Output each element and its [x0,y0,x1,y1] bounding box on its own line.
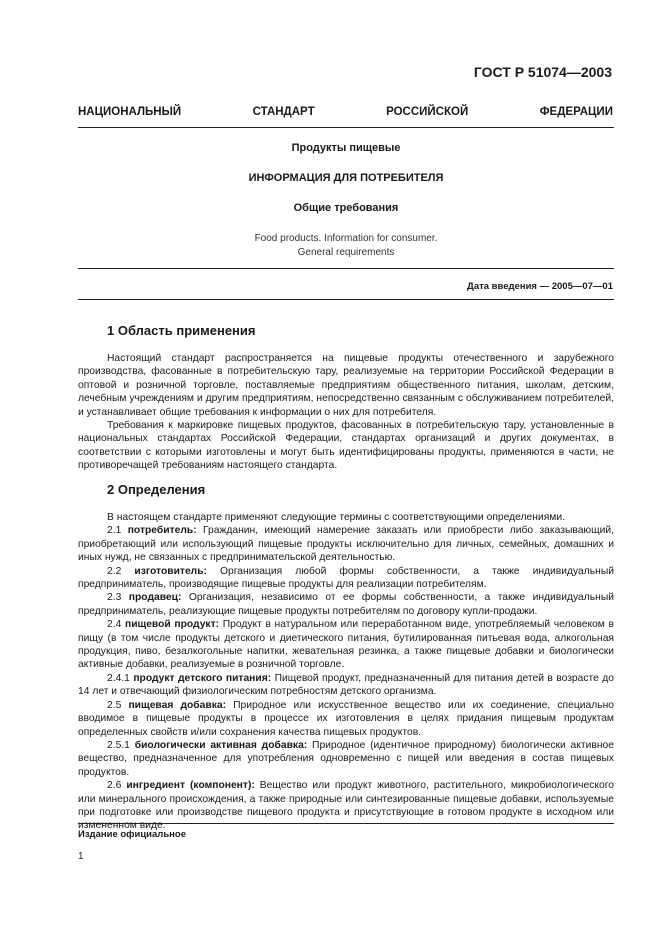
definition-item: 2.4 пищевой продукт: Продукт в натуральном или переработанном виде, употребляемый человеком в пищу (в том числе продукты детского и диетического питания, бутилированная питьевая вода, алкогольная продукция, пиво, безалкогольные напитки, жевательная резинка, а также пищевые добавки и биологически активные добавки, реализуемые в розничной торговле. [78,619,614,671]
english-title-line-1: Food products. Information for consumer. [254,233,438,244]
title-line-2: ИНФОРМАЦИЯ ДЛЯ ПОТРЕБИТЕЛЯ [248,172,444,184]
section-2-intro: В настоящем стандарте применяют следующие термины с соответствующими определениями. [107,512,565,523]
english-title-line-2: General requirements [297,247,395,258]
definition-text: Природное или искусственное вещество или их соединение, специально вводимое в пищевые продукты в процессе их изготовления в целях придания пищевым продуктам определенных свойств и/или сохранения качества пищевых продуктов. [78,699,614,738]
date-divider-top [78,268,614,269]
english-title [78,232,614,260]
standard-title-word: РОССИЙСКОЙ [386,106,469,118]
section-2-heading: 2 Определения [107,482,206,497]
title-line-3: Общие требования [293,202,399,214]
definition-item: 2.5 пищевая добавка: Природное или искусственное вещество или их соединение, специально вводимое в пищевые продукты в процессе их изготовления в целях придания пищевым продуктам определенных свойств и/или сохранения качества пищевых продуктов. [78,699,614,738]
page-number: 1 [78,851,84,862]
definition-item: 2.4.1 продукт детского питания: Пищевой продукт, предназначенный для питания детей в возрасте до 14 лет и отвечающий физиологическим потребностям детского организма. [78,672,614,698]
title-line-1: Продукты пищевые [291,142,401,154]
introduction-date: Дата введения — 2005—07—01 [467,281,613,292]
definition-item: 2.3 продавец: Организация, независимо от ее формы собственности, а также индивидуальный предприниматель, реализующие пищевые продукты потребителям по договору купли-продажи. [78,592,614,617]
standard-title-word: НАЦИОНАЛЬНЫЙ [78,106,182,118]
definition-item: 2.5.1 биологически активная добавка: Природное (идентичное природному) биологически активное вещество, предназначенное для употребления одновременно с пищей или введения в состав пищевых продуктов. [78,739,614,778]
definition-term: ингредиент (компонент): [126,780,255,792]
date-divider-bottom [78,299,614,300]
definition-text: Продукт в натуральном или переработанном виде, употребляемый человеком в пищу (в том числе продукты детского и диетического питания, бутилированная питьевая вода, алкогольная продукция, пиво, безалкогольные напитки, жевательная резинка, а также пищевые добавки и биологически активные добавки, реализуемые в розничной торговле. [78,619,614,671]
definition-text: Организация любой формы собственности, а также индивидуальный предприниматель, производящие пищевые продукты для реализации потребителям. [78,565,614,591]
official-edition-note: Издание официальное [78,829,186,840]
definition-term: пищевой продукт: [124,619,220,631]
section-1-paragraph-2: Требования к маркировке пищевых продуктов, фасованных в потребительскую тару, установленные в национальных стандартах Российской Федерации, стандартах организаций и других документах, в соответствии с которыми изготовлены и могут быть идентифицированы продукты, применяются в части, не противоречащей требованиям настоящего стандарта. [78,420,614,472]
title-divider [78,127,614,128]
standard-title-word: ФЕДЕРАЦИИ [539,106,613,118]
definition-term: потребитель: [127,525,197,537]
section-2-body [78,511,614,833]
definition-text: Гражданин, имеющий намерение заказать или приобрести либо заказывающий, приобретающий или использующий пищевые продукты исключительно для личных, семейных, домашних и иных нужд, не связанных с предпринимательской деятельностью. [78,525,614,564]
definition-term: биологически активная добавка: [134,739,308,751]
definition-term: пищевая добавка: [128,699,227,711]
definition-text: Пищевой продукт, предназначенный для питания детей в возрасте до 14 лет и отвечающий физиологическим потребностям детского организма. [78,672,614,698]
section-1-paragraph-1: Настоящий стандарт распространяется на пищевые продукты отечественного и зарубежного производства, фасованные в потребительскую тару, реализуемые на территории Российской Федерации в оптовой и розничной торговле, поставляемые предприятиям общественного питания, школам, детским, лечебным учреждениям и другим предприятиям, непосредственно связанным с обслуживанием потребителей, и устанавливает общие требования к информации о них для потребителя. [78,353,614,418]
definition-term: продавец: [128,592,182,604]
definition-item: 2.6 ингредиент (компонент): Вещество или продукт животного, растительного, микробиологического или минерального происхождения, а также природные или синтезированные пищевые добавки, используемые при подготовке или производстве пищевого продукта и присутствующие в готовом продукте в исходном или измененном виде. [78,780,614,832]
definition-term: изготовитель: [134,565,207,577]
definition-text: Вещество или продукт животного, растительного, микробиологического или минерального происхождения, а также природные или синтезированные пищевые добавки, используемые при подготовке или производстве пищевого продукта и присутствующие в готовом продукте в исходном или измененном виде. [78,780,614,832]
section-1-heading: 1 Область применения [107,323,256,338]
definition-item: 2.1 потребитель: Гражданин, имеющий намерение заказать или приобрести либо заказывающий, приобретающий или использующий пищевые продукты исключительно для личных, семейных, домашних и иных нужд, не связанных с предпринимательской деятельностью. [78,525,614,564]
definition-term: продукт детского питания: [133,672,272,684]
definition-text: Природное (идентичное природному) биологически активное вещество, предназначенное для употребления одновременно с пищей или введения в состав пищевых продуктов. [78,739,614,778]
document-code: ГОСТ Р 51074—2003 [473,64,612,80]
definition-text: Организация, независимо от ее формы собственности, а также индивидуальный предприниматель, реализующие пищевые продукты потребителям по договору купли-продажи. [78,592,614,617]
definition-item: 2.2 изготовитель: Организация любой формы собственности, а также индивидуальный предприниматель, производящие пищевые продукты для реализации потребителям. [78,565,614,591]
standard-title-word: СТАНДАРТ [252,106,315,118]
footer-divider [78,823,614,824]
standard-title [78,106,613,118]
section-1-body [78,352,614,473]
